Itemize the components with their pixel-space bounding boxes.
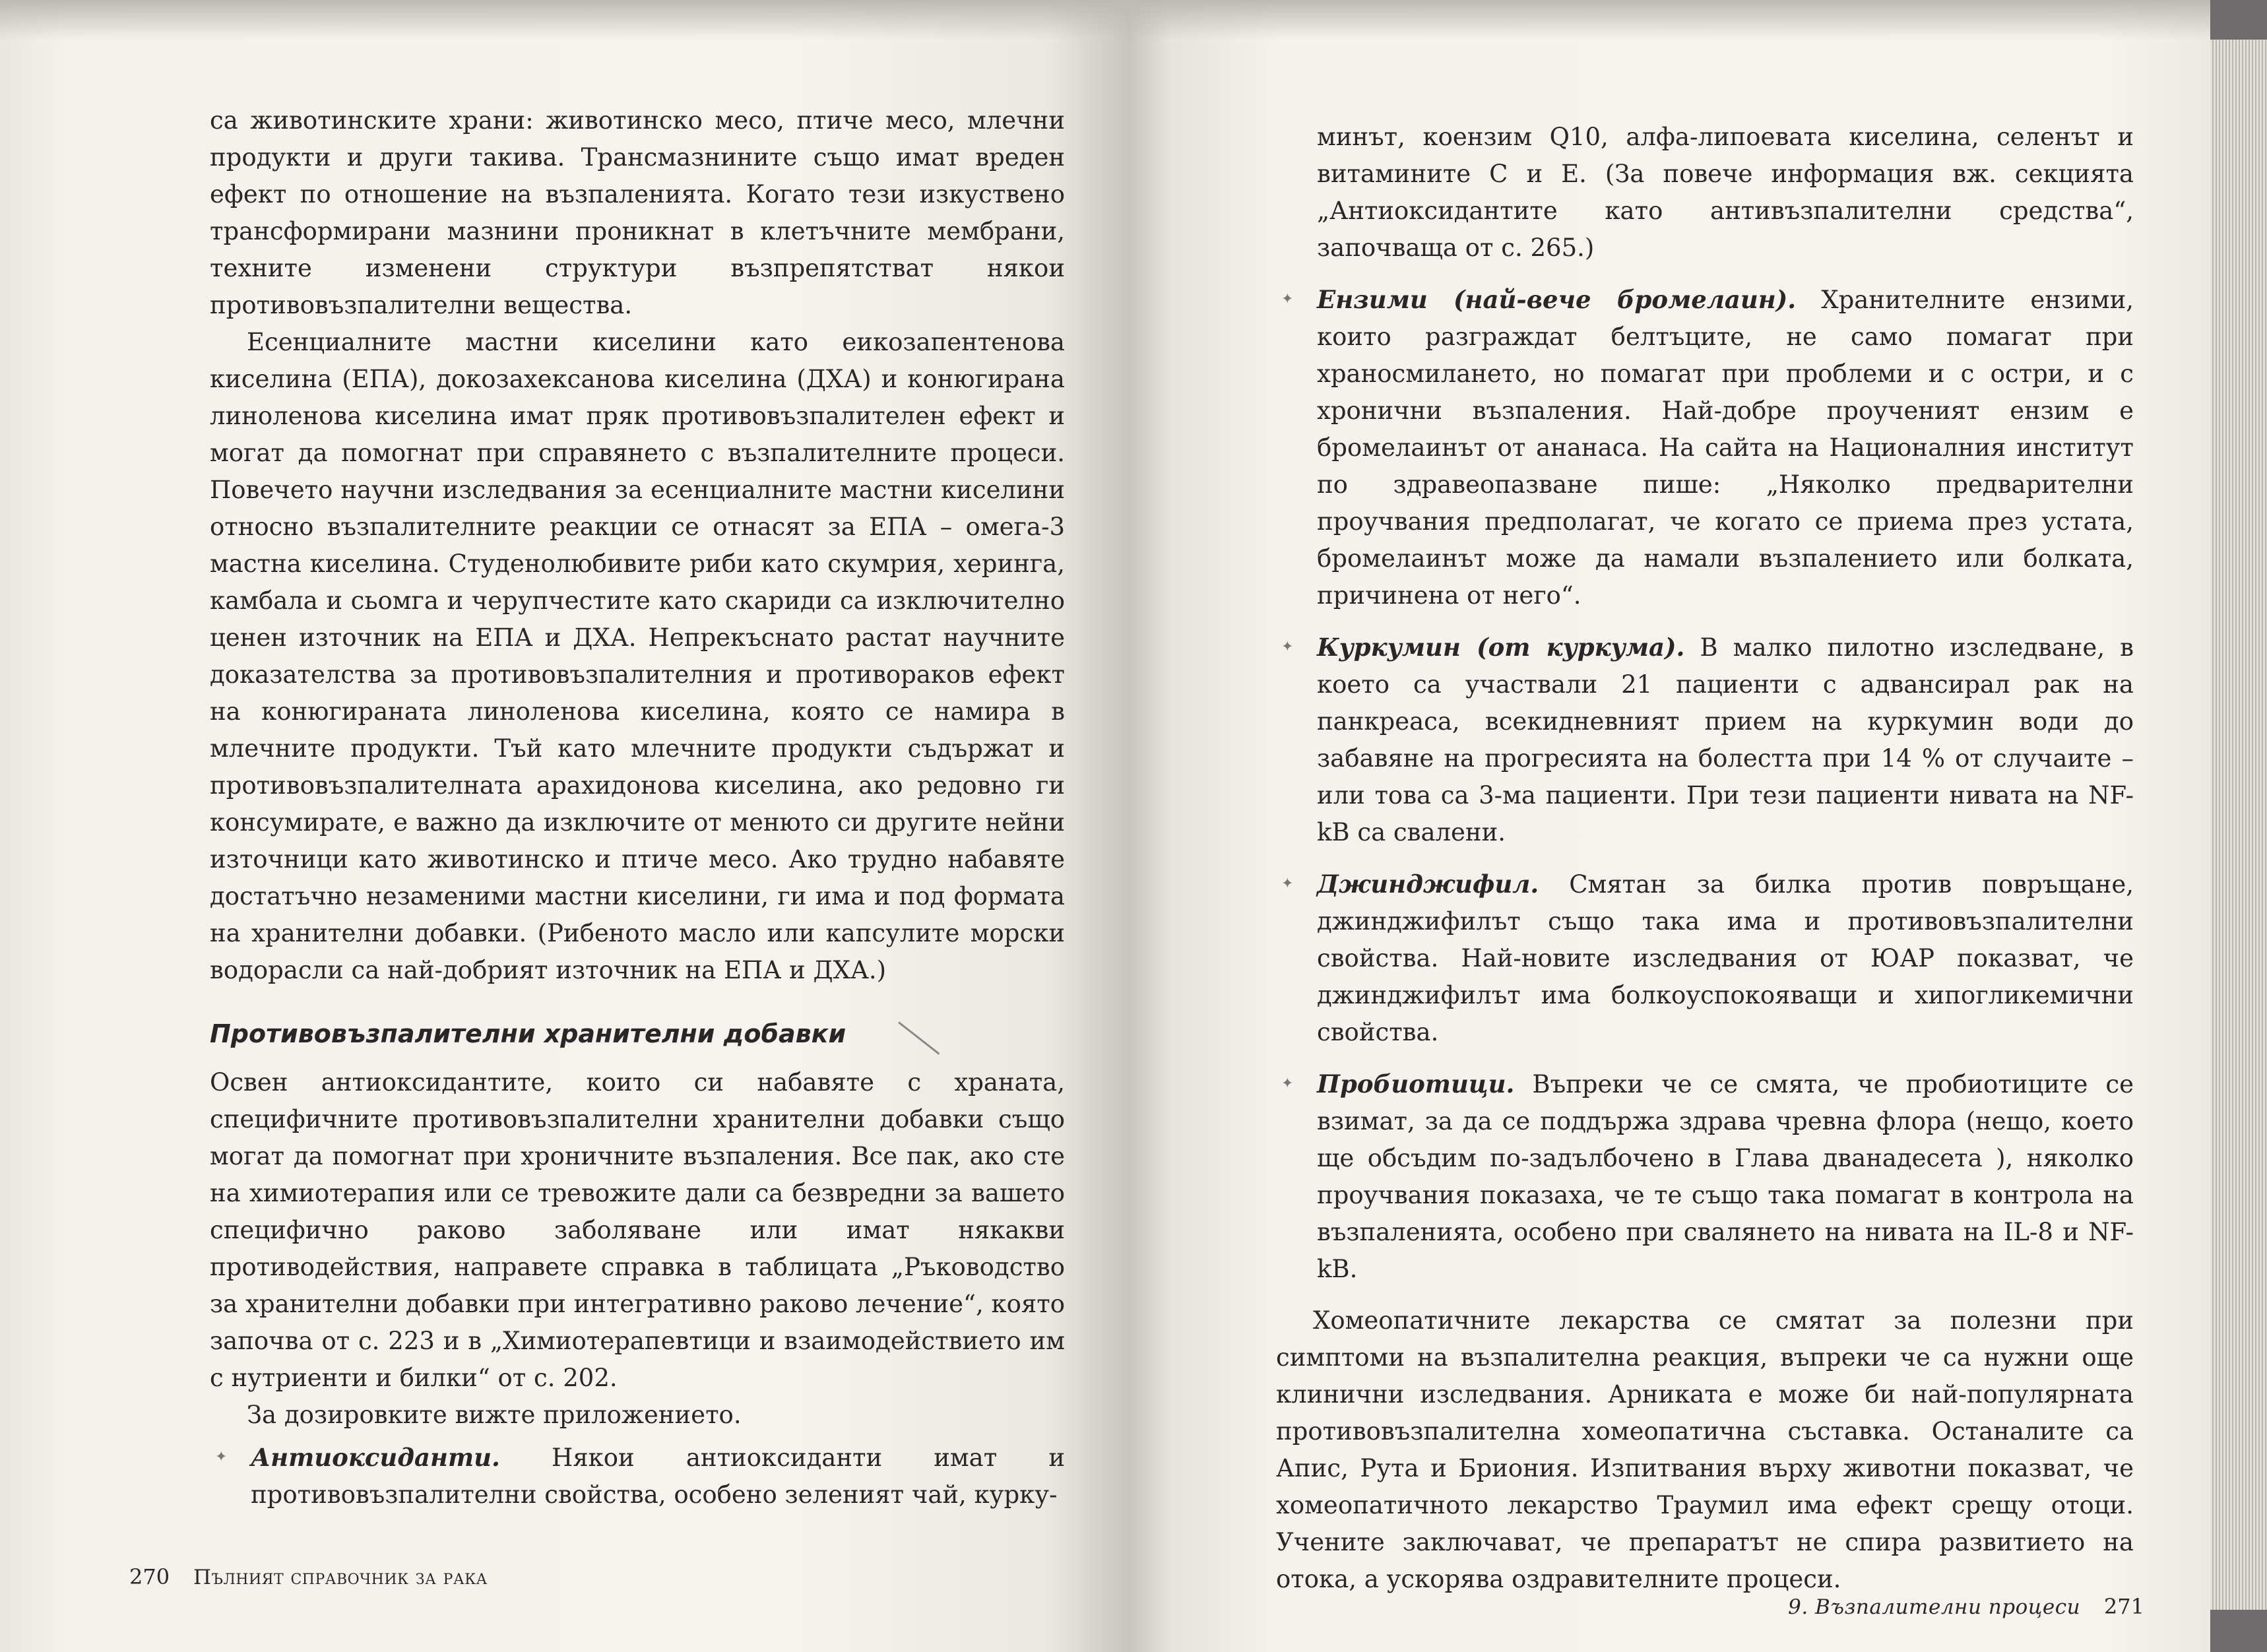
page-edges [2210,40,2267,1610]
right-page-text [1276,119,2134,1598]
list-item-term: Джинджифил. [1317,870,1539,899]
list-item-text: В малко пилотно изследване, в което са участвали 21 пациенти с адвансирал рак на панкреаса, всекидневният прием на куркумин води до забавяне на прогресията на болестта при 14 % от случаите – или това са 3-ма пациенти. При тези пациенти нивата на NF-kB са свалени. [1317,633,2134,846]
list-item-term: Ензими (най-вече бромелаин). [1317,285,1797,314]
left-page [0,0,1127,1652]
list-item-text: Въпреки че се смята, че пробиотиците се взимат, за да се поддържа здрава чревна флора (нещо, което ще обсъдим по-задълбочено в Глава дванадесета ), няколко проучвания показаха, че те също така помагат в контрола на възпаленията, особено при свалянето на нивата на IL-8 и NF-kB. [1317,1070,2134,1283]
section-subheading: Противовъзпалителни хранителни добавки [210,1019,846,1048]
diamond-bullet-icon: ✦ [215,1449,228,1465]
page-shadow [0,0,1127,40]
list-item [210,1439,1065,1513]
list-item-text: Хранителните ензими, които разграждат белтъците, не само помагат при храносмилането, но помагат при проблеми и с остри, и с хронични възпаления. Най-добре проученият ензим е бромелаинът от ананаса. На сайта на Националния институт по здравеопазване пише: „Няколко предварителни проучвания предполагат, че когато се приема през устата, бромелаинът може да намали възпалението или болката, причинена от него“. [1317,286,2134,610]
supplement-list [1276,281,2134,1288]
list-item [1276,866,2134,1051]
diamond-bullet-icon: ✦ [1281,639,1294,655]
list-item [1276,1065,2134,1288]
left-page-text [210,102,1065,1513]
paragraph: Есенциалните мастни киселини като еикозапентенова киселина (ЕПА), докозахексанова киселина (ДХА) и конюгирана линоленова киселина имат пряк противовъзпалителен ефект и могат да помогнат при справянето с възпалителните процеси. Повечето научни изследвания за есенциалните мастни киселини относно възпалителните реакции се отнасят за ЕПА – омега-3 мастна киселина. Студенолюбивите риби като скумрия, херинга, камбала и сьомга и черупчестите като скариди са изключително ценен източник на ЕПА и ДХА. Непрекъснато растат научните доказателства за противовъзпалителния и противораков ефект на конюгираната линоленова киселина, която се намира в млечните продукти. Тъй като млечните продукти съдържат и противовъзпалителната арахидонова киселина, ако редовно ги консумирате, е важно да изключите от менюто си другите нейни източници като животинско и птиче месо. Ако трудно набавяте достатъчно незаменими мастни киселини, ги има и под формата на хранителни добавки. (Рибеното масло или капсулите морски водорасли са най-добрият източник на ЕПА и ДХА.) [210,328,1065,984]
list-item-term: Антиоксиданти. [251,1443,500,1472]
paragraph: За дозировките вижте приложението. [247,1401,742,1429]
list-item-term: Пробиотици. [1317,1069,1515,1098]
supplement-list [210,1439,1065,1513]
diamond-bullet-icon: ✦ [1281,875,1294,892]
running-head: 9. Възпалителни процеси [1788,1595,2081,1619]
right-page-footer [1788,1593,2144,1620]
paragraph: Хомеопатичните лекарства се смятат за полезни при симптоми на възпалителна реакция, въпреки че са нужни още клинични изследвания. Арниката е може би най-популярната противовъзпалителна хомеопатична съставка. Останалите са Апис, Рута и Бриония. Изпитвания върху животни показват, че хомеопатичното лекарство Траумил има ефект срещу отоци. Учените заключават, че препаратът не спира развитието на отока, а ускорява оздравителните процеси. [1276,1306,2134,1593]
page-number: 270 [129,1564,170,1589]
paragraph: минът, коензим Q10, алфа-липоевата киселина, селенът и витамините C и E. (За повече информация вж. секцията „Антиоксидантите като антивъзпалителни средства“, започваща от с. 265.) [1317,123,2134,262]
page-shadow [1127,0,2210,40]
left-page-footer [129,1564,488,1591]
list-item-term: Куркумин (от куркума). [1317,633,1685,662]
page-number: 271 [2103,1594,2144,1619]
list-item-text: Някои антиоксиданти имат и противовъзпалителни свойства, особено зеленият чай, курку- [251,1444,1065,1509]
list-item [1276,281,2134,614]
running-head: Пълният справочник за рака [193,1566,488,1589]
diamond-bullet-icon: ✦ [1281,291,1294,307]
diamond-bullet-icon: ✦ [1281,1075,1294,1092]
list-item [1276,629,2134,851]
right-page [1127,0,2210,1652]
paragraph: Освен антиоксидантите, които си набавяте с храната, специфичните противовъзпалителни хранителни добавки също могат да помогнат при хроничните възпаления. Все пак, ако сте на химиотерапия или се тревожите дали са безвредни за вашето специфично раково заболяване или имат някакви противодействия, направете справка в таблицата „Ръководство за хранителни добавки при интегративно раково лечение“, която започва от с. 223 и в „Химиотерапевтици и взаимодействието им с нутриенти и билки“ от с. 202. [210,1068,1065,1392]
paragraph: са животинските храни: животинско месо, птиче месо, млечни продукти и други такива. Трансмазнините също имат вреден ефект по отношение на възпаленията. Когато тези изкуствено трансформирани мазнини проникнат в клетъчните мембрани, техните изменени структури възпрепятстват някои противовъзпалителни вещества. [210,106,1065,319]
list-item-text: Смятан за билка против повръщане, джинджифилът също така има и противовъзпалителни свойства. Най-новите изследвания от ЮАР показват, че джинджифилът има болкоуспокояващи и хипогликемични свойства. [1317,870,2134,1046]
